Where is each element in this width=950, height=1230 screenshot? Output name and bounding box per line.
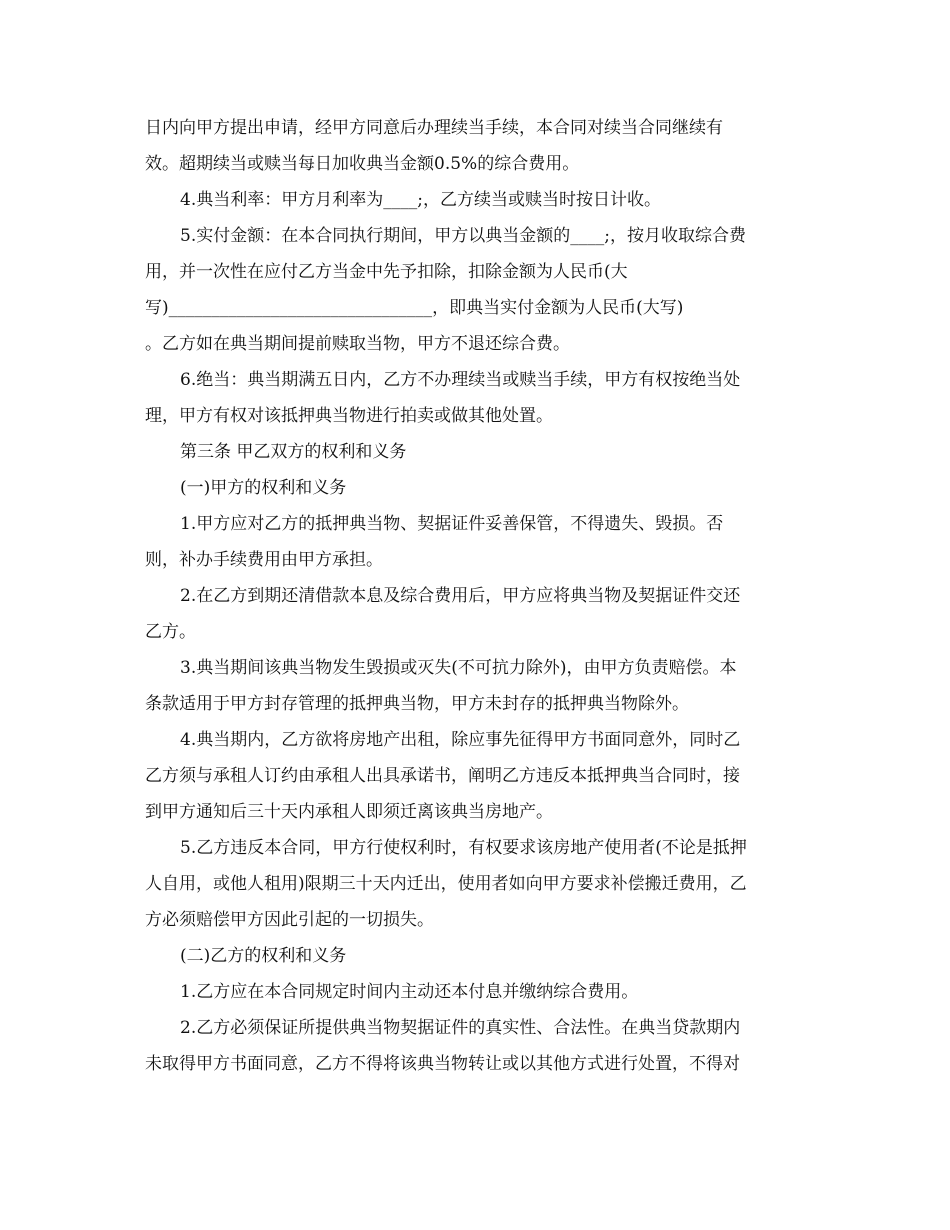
section-heading: 第三条 甲乙双方的权利和义务 (180, 442, 407, 462)
text-line: 理，甲方有权对该抵押典当物进行拍卖或做其他处置。 (145, 406, 553, 426)
text-line: 1.乙方应在本合同规定时间内主动还本付息并缴纳综合费用。 (180, 982, 639, 1002)
text-line: 用，并一次性在应付乙方当金中先予扣除，扣除金额为人民币(大 (145, 262, 628, 282)
text-line: 人自用，或他人租用)限期三十天内迁出，使用者如向甲方要求补偿搬迁费用，乙 (145, 874, 747, 894)
text-line: 4.典当期内，乙方欲将房地产出租，除应事先征得甲方书面同意外，同时乙 (180, 730, 741, 750)
text-line: 未取得甲方书面同意，乙方不得将该典当物转让或以其他方式进行处置，不得对 (145, 1054, 740, 1074)
subsection-heading: (一)甲方的权利和义务 (180, 478, 347, 498)
text-line: 2.乙方必须保证所提供典当物契据证件的真实性、合法性。在典当贷款期内 (180, 1018, 741, 1038)
text-line: 。乙方如在典当期间提前赎取当物，甲方不退还综合费。 (145, 334, 570, 354)
text-line: 6.绝当：典当期满五日内，乙方不办理续当或赎当手续，甲方有权按绝当处 (180, 370, 741, 390)
text-line: 条款适用于甲方封存管理的抵押典当物，甲方未封存的抵押典当物除外。 (145, 694, 689, 714)
text-line: 5.实付金额：在本合同执行期间，甲方以典当金额的____;，按月收取综合费 (180, 226, 746, 246)
text-line: 5.乙方违反本合同，甲方行使权利时，有权要求该房地产使用者(不论是抵押 (180, 838, 747, 858)
text-line: 乙方须与承租人订约由承租人出具承诺书，阐明乙方违反本抵押典当合同时，接 (145, 766, 740, 786)
subsection-heading: (二)乙方的权利和义务 (180, 946, 347, 966)
text-line: 写)_______________________________，即典当实付金额为人民币(大写) (145, 298, 684, 318)
text-line: 4.典当利率：甲方月利率为____;，乙方续当或赎当时按日计收。 (180, 190, 661, 210)
text-line: 2.在乙方到期还清借款本息及综合费用后，甲方应将典当物及契据证件交还 (180, 586, 741, 606)
text-line: 日内向甲方提出申请，经甲方同意后办理续当手续，本合同对续当合同继续有 (145, 118, 723, 138)
text-line: 则，补办手续费用由甲方承担。 (145, 550, 383, 570)
text-line: 效。超期续当或赎当每日加收典当金额0.5%的综合费用。 (145, 154, 580, 174)
text-line: 3.典当期间该典当物发生毁损或灭失(不可抗力除外)，由甲方负责赔偿。本 (180, 658, 737, 678)
text-line: 乙方。 (145, 622, 196, 642)
text-line: 到甲方通知后三十天内承租人即须迁离该典当房地产。 (145, 802, 553, 822)
text-line: 方必须赔偿甲方因此引起的一切损失。 (145, 910, 434, 930)
text-line: 1.甲方应对乙方的抵押典当物、契据证件妥善保管，不得遗失、毁损。否 (180, 514, 724, 534)
